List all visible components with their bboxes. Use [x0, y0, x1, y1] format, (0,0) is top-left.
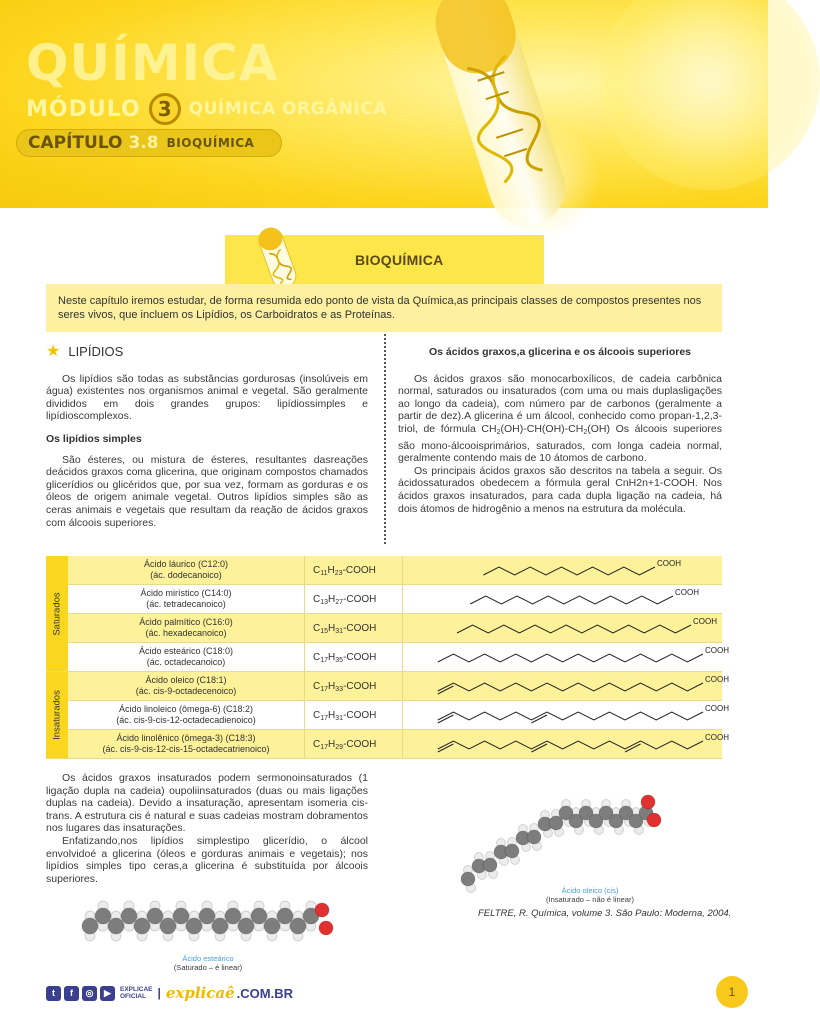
atom	[134, 918, 150, 934]
atom	[264, 918, 280, 934]
twitter-icon[interactable]: t	[46, 986, 61, 1001]
acid-structure-cell	[403, 672, 729, 701]
acid-name-cell: Ácido linolênico (ômega-3) (C18:3) (ác. cis-9-cis-12-cis-15-octadecatrienoico)	[68, 730, 305, 759]
cooh-label: COOH	[705, 646, 729, 655]
table-row	[68, 730, 729, 759]
carbon-chain	[483, 567, 655, 575]
stearic-acid-caption: Ácido esteárico (Saturado – é linear)	[173, 954, 243, 972]
oleic-acid-molecule	[448, 780, 668, 890]
brand-domain[interactable]: .COM.BR	[236, 985, 293, 1001]
carbon-chain	[438, 654, 703, 662]
chapter-label: CAPÍTULO	[28, 133, 123, 153]
star-icon: ★	[46, 343, 61, 360]
bottom-text	[46, 772, 368, 885]
atom	[527, 830, 541, 844]
carbon-chain	[438, 712, 703, 720]
skeletal-formula	[403, 701, 729, 730]
carbon-chain	[438, 683, 703, 691]
atom	[108, 918, 124, 934]
acid-structure-cell	[403, 614, 722, 643]
facebook-icon[interactable]: f	[64, 986, 79, 1001]
acid-formula-cell: $C_{17}H_{29}$-COOH	[305, 730, 403, 759]
atom	[238, 918, 254, 934]
group-saturados: Saturados	[46, 556, 68, 672]
capsule-icon	[247, 225, 307, 289]
oleic-acid-caption: Ácido oleico (cis) (Insaturado – não é linear)	[546, 886, 634, 904]
table-row	[68, 585, 722, 614]
chapter-header	[0, 0, 768, 208]
acid-formula-cell: $C_{17}H_{31}$-COOH	[305, 701, 403, 730]
chapter-number: 3.8	[128, 133, 159, 153]
atom	[95, 908, 111, 924]
carbon-chain	[470, 596, 673, 604]
acidos-graxos-heading: Os ácidos graxos,a glicerina e os álcoois superiores	[428, 346, 692, 358]
acid-name-cell: Ácido esteárico (C18:0) (ác. octadecanoico)	[68, 643, 305, 672]
atom	[641, 795, 655, 809]
atom	[147, 908, 163, 924]
atom	[461, 872, 475, 886]
brand-logo[interactable]: explicaê	[165, 984, 235, 1002]
atom	[160, 918, 176, 934]
cooh-label: COOH	[705, 675, 729, 684]
acid-structure-cell	[403, 701, 729, 730]
right-column	[398, 346, 722, 515]
column-divider	[384, 334, 386, 544]
source-credit: FELTRE, R. Química, volume 3. São Paulo: Moderna, 2004.	[478, 908, 732, 919]
left-column	[46, 343, 368, 529]
capsule-dna-illustration	[400, 0, 600, 208]
atom	[186, 918, 202, 934]
section-banner	[225, 235, 544, 285]
cooh-label: COOH	[705, 704, 729, 713]
acid-formula-cell: $C_{17}H_{35}$-COOH	[305, 643, 403, 672]
skeletal-formula	[403, 614, 722, 643]
table-row	[68, 672, 729, 701]
acid-formula-cell: $C_{17}H_{33}$-COOH	[305, 672, 403, 701]
module-number-badge: 3	[149, 93, 181, 125]
acid-structure-cell	[403, 556, 722, 585]
cooh-label: COOH	[675, 588, 699, 597]
table-row	[68, 614, 722, 643]
section-title: BIOQUÍMICA	[355, 252, 444, 268]
atom	[225, 908, 241, 924]
skeletal-formula	[403, 643, 729, 672]
cooh-label: COOH	[705, 733, 729, 742]
table-row	[68, 701, 729, 730]
footer	[46, 985, 293, 1001]
carbon-chain	[438, 741, 703, 749]
cooh-label: COOH	[657, 559, 681, 568]
footer-separator: |	[157, 986, 161, 1000]
atom	[121, 908, 137, 924]
insaturados-paragraph: Os ácidos graxos insaturados podem sermonoinsaturados (1 ligação dupla na cadeia) oupoliinsaturados (duas ou mais ligações duplas na cadeia). Devido a insaturação, apresentam isomeria cis-trans. A estrutura cis é natural e suas cadeias mostram dobramentos nos lugares das insaturações.	[46, 772, 368, 835]
atom	[251, 908, 267, 924]
module-subject: QUÍMICA ORGÂNICA	[188, 99, 387, 119]
acid-formula-cell: $C_{15}H_{31}$-COOH	[305, 614, 403, 643]
atom	[199, 908, 215, 924]
instagram-icon[interactable]: ◎	[82, 986, 97, 1001]
acid-structure-cell	[403, 730, 729, 759]
atom	[315, 903, 329, 917]
skeletal-formula	[403, 730, 729, 759]
intro-box: Neste capítulo iremos estudar, de forma resumida edo ponto de vista da Química,as principais classes de compostos presentes nos seres vivos, que incluem os Lipídios, os Carboidratos e as Proteínas.	[46, 284, 722, 332]
module-row	[26, 92, 387, 126]
enfatizando-paragraph: Enfatizando,nos lipídios simplestipo glicerídio, o álcool envolvidoé a glicerina (óleos e gorduras animais e vegetais); nos lipídios simples tipo ceras,a glicerina é substituída por álcoois superiores.	[46, 834, 368, 885]
skeletal-formula	[403, 556, 722, 585]
atom	[647, 813, 661, 827]
acid-structure-cell	[403, 585, 722, 614]
lipidios-simples-heading: Os lipídios simples	[46, 432, 142, 445]
acid-name-cell: Ácido láurico (C12:0) (ác. dodecanoico)	[68, 556, 305, 585]
acidos-graxos-paragraph: Os ácidos graxos são monocarboxílicos, de cadeia carbônica normal, saturados ou insaturados (com uma ou mais duplasligações ao longo da cadeia), com número par de carbonos (geralmente a partir de dez).A glicerina é um álcool, conhecido como propan-1,2,3-triol, de fórmula $CH_2(OH)-CH(OH)-CH_2(OH)$ Os álcoois superiores são mono-álcooisprimários, saturados, com longa cadeia normal, geralmente contendo mais de 10 átomos de carbono.	[398, 372, 722, 465]
chapter-pill	[16, 129, 282, 157]
acid-formula-cell: $C_{13}H_{27}$-COOH	[305, 585, 403, 614]
acid-name-cell: Ácido linoleico (ômega-6) (C18:2) (ác. cis-9-cis-12-octadecadienoico)	[68, 701, 305, 730]
lipidios-paragraph: Os lipídios são todas as substâncias gordurosas (insolúveis em água) existentes nos organismos animal e vegetal. São geralmente divididos em dois grandes grupos: lipídiossimples e lipídioscomplexos.	[46, 372, 368, 423]
atom	[173, 908, 189, 924]
acid-structure-cell	[403, 643, 729, 672]
header-glow	[600, 0, 820, 190]
table-row	[68, 556, 722, 585]
acid-name-cell: Ácido mirístico (C14:0) (ác. tetradecanoico)	[68, 585, 305, 614]
page-number: 1	[716, 976, 748, 1008]
atom	[82, 918, 98, 934]
atom	[505, 844, 519, 858]
acid-formula-cell: $C_{11}H_{23}$-COOH	[305, 556, 403, 585]
lipidios-heading	[46, 343, 368, 360]
module-label: MÓDULO	[26, 96, 141, 122]
youtube-icon[interactable]: ▶	[100, 986, 115, 1001]
atom	[212, 918, 228, 934]
chapter-name: BIOQUÍMICA	[166, 136, 255, 150]
carbon-chain	[457, 625, 691, 633]
atom	[290, 918, 306, 934]
stearic-acid-molecule	[76, 896, 336, 946]
subject-title: QUÍMICA	[26, 34, 279, 92]
explicae-oficial[interactable]: EXPLICAE OFICIAL	[120, 986, 153, 1000]
lipidios-simples-paragraph: São ésteres, ou mistura de ésteres, resultantes dasreações deácidos graxos coma glicerina, que originam compostos chamados glicerídios ou glicéridos que, por sua vez, formam as gorduras e os óleos de origem animale vegetal. Outros lipídios simples são as ceras animais e vegetais que resultam da reação de ácidos graxos com álcoois superiores.	[46, 453, 368, 529]
acid-name-cell: Ácido oleico (C18:1) (ác. cis-9-octadecenoico)	[68, 672, 305, 701]
table-row	[68, 643, 729, 672]
atom	[277, 908, 293, 924]
atom	[319, 921, 333, 935]
lipidios-heading-text: LIPÍDIOS	[68, 344, 124, 359]
skeletal-formula	[403, 585, 722, 614]
skeletal-formula	[403, 672, 729, 701]
principais-acidos-paragraph: Os principais ácidos graxos são descritos na tabela a seguir. Os ácidossaturados obedecem a fórmula geral CnH2n+1-COOH. Nos ácidos graxos insaturados, para cada dupla ligação na cadeia, há dois átomos de hidrogênio a menos na estrutura da molécula.	[398, 464, 722, 515]
atom	[483, 858, 497, 872]
group-insaturados: Insaturados	[46, 672, 68, 759]
acid-name-cell: Ácido palmítico (C16:0) (ác. hexadecanoico)	[68, 614, 305, 643]
cooh-label: COOH	[693, 617, 717, 626]
